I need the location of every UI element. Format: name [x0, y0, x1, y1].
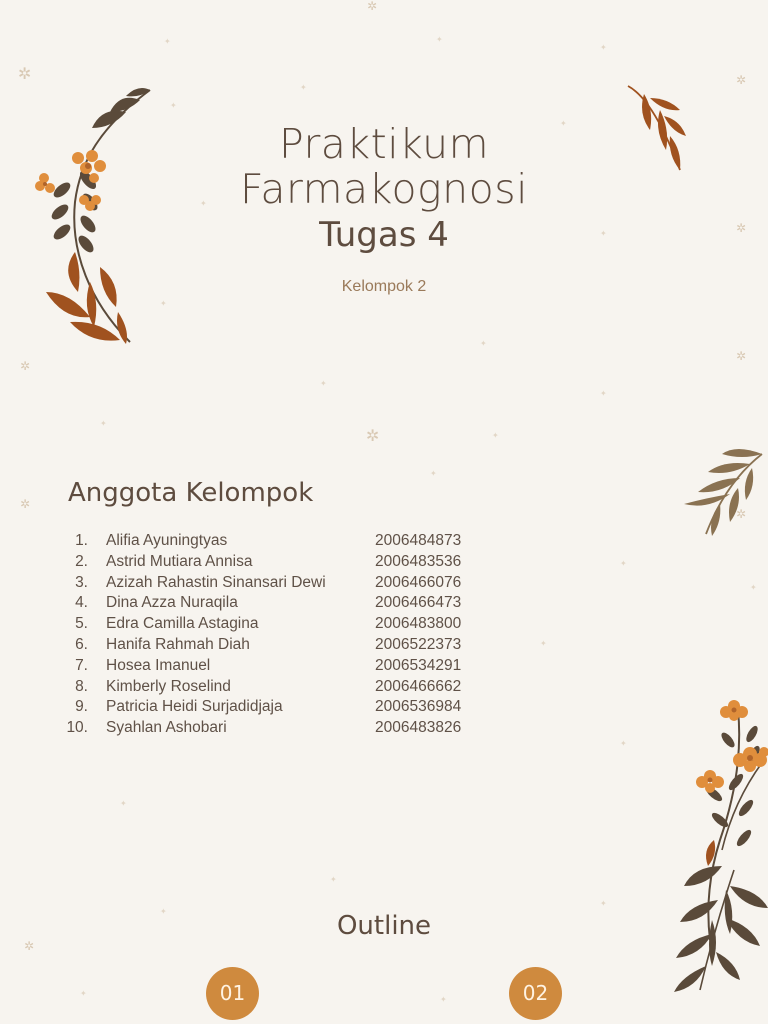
sparkle-icon: ✦	[480, 339, 487, 348]
sparkle-icon: ✦	[120, 799, 127, 808]
member-name: Azizah Rahastin Sinansari Dewi	[106, 573, 326, 591]
item-number: 9.	[75, 698, 88, 716]
member-id: 2006466473	[375, 594, 462, 612]
member-id: 2006466662	[375, 677, 462, 695]
item-number: 4.	[75, 594, 88, 612]
sparkle-icon: ✦	[620, 739, 627, 748]
sparkle-icon: ✦	[320, 379, 327, 388]
list-item	[60, 573, 500, 594]
sparkle-icon: ✦	[750, 583, 757, 592]
sparkle-icon: ✦	[492, 431, 499, 440]
sparkle-icon: ✦	[540, 639, 547, 648]
member-name: Hanifa Rahmah Diah	[106, 635, 250, 653]
item-number: 8.	[75, 677, 88, 695]
member-id: 2006484873	[375, 532, 462, 549]
member-name: Dina Azza Nuraqila	[106, 594, 238, 612]
item-number: 6.	[75, 635, 88, 653]
sparkle-icon: ✲	[18, 64, 32, 83]
member-name: Kimberly Roselind	[106, 677, 231, 695]
member-name: Syahlan Ashobari	[106, 719, 227, 737]
sparkle-icon: ✦	[160, 299, 167, 308]
member-id: 2006483800	[375, 615, 462, 633]
item-number: 1.	[75, 532, 88, 549]
sparkle-icon: ✲	[736, 349, 747, 363]
member-name: Edra Camilla Astagina	[106, 615, 259, 633]
sparkle-icon: ✦	[600, 229, 607, 238]
outline-item-01-button[interactable]: 01	[206, 967, 259, 1020]
member-id: 2006522373	[375, 635, 462, 653]
members-list	[60, 531, 500, 739]
list-item	[60, 718, 500, 739]
member-name: Astrid Mutiara Annisa	[106, 552, 253, 570]
title-block	[0, 119, 768, 296]
sparkle-icon: ✦	[200, 199, 207, 208]
sparkle-icon: ✦	[80, 989, 87, 998]
group-label: Kelompok 2	[341, 278, 427, 295]
sparkle-icon: ✲	[736, 73, 747, 87]
list-item	[60, 677, 500, 698]
sparkle-icon: ✦	[620, 559, 627, 568]
item-number: 2.	[75, 552, 88, 570]
outline-item-02-button[interactable]: 02	[509, 967, 562, 1020]
member-id: 2006483826	[375, 719, 462, 737]
list-item	[60, 635, 500, 656]
sparkle-icon: ✦	[300, 83, 307, 92]
list-item	[60, 697, 500, 718]
assignment-subtitle: Tugas 4	[319, 215, 449, 255]
sparkle-icon: ✦	[436, 35, 443, 44]
page-title-second-line: Farmakognosi	[240, 165, 528, 213]
floral-branch-bottom-right	[664, 690, 768, 1004]
item-number: 5.	[75, 615, 88, 633]
sparkle-icon: ✦	[600, 899, 607, 908]
sparkle-icon: ✲	[367, 0, 378, 13]
sparkle-icon: ✲	[736, 221, 747, 235]
list-item	[60, 552, 500, 573]
item-number: 3.	[75, 573, 88, 591]
sparkle-icon: ✦	[164, 37, 171, 46]
list-item	[60, 531, 500, 552]
member-id: 2006466076	[375, 573, 462, 591]
list-item	[60, 593, 500, 614]
item-number: 7.	[75, 656, 88, 674]
sparkle-icon: ✦	[160, 907, 167, 916]
member-id: 2006536984	[375, 698, 462, 716]
member-id: 2006534291	[375, 656, 462, 674]
sparkle-icon: ✦	[560, 119, 567, 128]
sparkle-icon: ✦	[600, 43, 607, 52]
member-id: 2006483536	[375, 552, 462, 570]
members-heading: Anggota Kelompok	[68, 478, 314, 508]
sparkle-icon: ✦	[330, 875, 337, 884]
leaf-sprig-right-middle	[676, 442, 768, 538]
sparkle-icon: ✲	[366, 426, 380, 445]
list-item	[60, 614, 500, 635]
sparkle-icon: ✦	[440, 995, 447, 1004]
sparkle-icon: ✲	[24, 939, 35, 953]
list-item	[60, 656, 500, 677]
sparkle-icon: ✦	[170, 101, 177, 110]
sparkle-icon: ✲	[20, 359, 31, 373]
item-number: 10.	[66, 719, 88, 737]
sparkle-icon: ✦	[430, 469, 437, 478]
member-name: Hosea Imanuel	[106, 656, 211, 674]
sparkle-icon: ✦	[100, 419, 107, 428]
sparkle-icon: ✲	[736, 507, 747, 521]
outline-heading: Outline	[336, 911, 432, 941]
member-name: Alifia Ayuningtyas	[106, 532, 228, 549]
member-name: Patricia Heidi Surjadidjaja	[106, 698, 283, 716]
sparkle-icon: ✲	[20, 497, 31, 511]
page-title: Praktikum	[278, 120, 490, 168]
sparkle-icon: ✦	[600, 389, 607, 398]
